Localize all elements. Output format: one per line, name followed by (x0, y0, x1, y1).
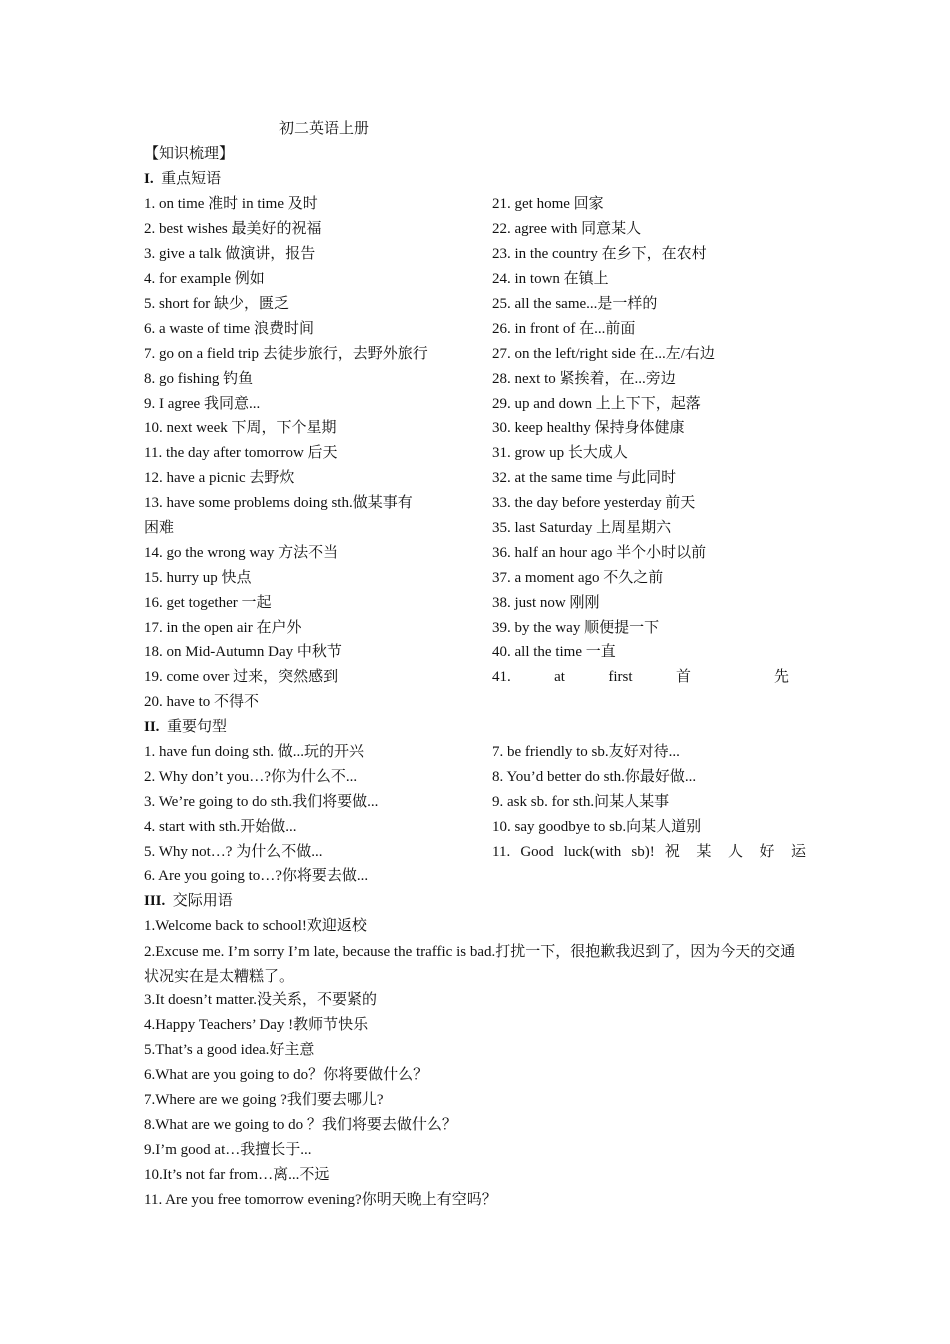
phrase-item: 2. best wishes 最美好的祝福 (144, 221, 322, 237)
phrase-item: 29. up and down 上上下下，起落 (492, 396, 701, 412)
phrase-item: 3. give a talk 做演讲，报告 (144, 246, 316, 262)
expression-item: 7.Where are we going ?我们要去哪儿? (144, 1092, 384, 1108)
phrase-item: 6. a waste of time 浪费时间 (144, 321, 314, 337)
phrase-item: 35. last Saturday 上周星期六 (492, 520, 672, 536)
phrase-item: 18. on Mid-Autumn Day 中秋节 (144, 644, 342, 660)
pattern-item: 6. Are you going to…?你将要去做... (144, 868, 369, 884)
phrase-item: 37. a moment ago 不久之前 (492, 570, 664, 586)
section-number: I. (144, 171, 154, 187)
expression-item: 5.That’s a good idea.好主意 (144, 1042, 315, 1058)
phrase-item: 24. in town 在镇上 (492, 271, 609, 287)
phrase-item: 8. go fishing 钓鱼 (144, 371, 254, 387)
expression-item: 4.Happy Teachers’ Day !教师节快乐 (144, 1017, 369, 1033)
expression-item: 1.Welcome back to school!欢迎返校 (144, 918, 367, 934)
phrase-item: 19. come over 过来，突然感到 (144, 669, 339, 685)
expression-item: 11. Are you free tomorrow evening?你明天晚上有空吗？ (144, 1192, 497, 1208)
phrase-item: 30. keep healthy 保持身体健康 (492, 420, 685, 436)
expression-item: 8.What are we going to do ？我们将要去做什么？ (144, 1117, 457, 1133)
phrase-item: 5. short for 缺少，匮乏 (144, 296, 289, 312)
phrase-item: 40. all the time 一直 (492, 644, 616, 660)
phrase-item: 25. all the same...是一样的 (492, 296, 658, 312)
section-number: III. (144, 893, 166, 909)
section-title: 重要句型 (166, 719, 227, 735)
phrase-item: 22. agree with 同意某人 (492, 221, 642, 237)
phrase-item: 23. in the country 在乡下，在农村 (492, 246, 707, 262)
phrase-item: 13. have some problems doing sth.做某事有 (144, 495, 413, 511)
phrase-item: 31. grow up 长大成人 (492, 445, 628, 461)
phrase-item: 20. have to 不得不 (144, 694, 259, 710)
expression-item: 6.What are you going to do？你将要做什么？ (144, 1067, 429, 1083)
phrase-item: 9. I agree 我同意... (144, 396, 261, 412)
phrase-item: 27. on the left/right side 在...左/右边 (492, 346, 715, 362)
section-heading-phrases (144, 168, 221, 190)
phrase-item: 17. in the open air 在户外 (144, 620, 302, 636)
section-title: 重点短语 (161, 171, 222, 187)
phrase-item: 14. go the wrong way 方法不当 (144, 545, 339, 561)
pattern-item: 10. say goodbye to sb.向某人道别 (492, 819, 702, 835)
phrase-item: 26. in front of 在...前面 (492, 321, 636, 337)
phrase-item: 41. at first 首 先 (492, 669, 789, 685)
phrase-item: 11. the day after tomorrow 后天 (144, 445, 338, 461)
section-tag: 【知识梳理】 (144, 146, 235, 162)
phrase-item: 4. for example 例如 (144, 271, 265, 287)
phrase-item: 39. by the way 顺便提一下 (492, 620, 660, 636)
expression-item: 10.It’s not far from…离...不远 (144, 1167, 330, 1183)
phrase-item: 1. on time 准时 in time 及时 (144, 196, 318, 212)
section-heading-expressions (144, 890, 233, 912)
phrase-item-continued: 困难 (144, 520, 175, 536)
pattern-item: 5. Why not…? 为什么不做... (144, 844, 323, 860)
phrase-item: 10. next week 下周，下个星期 (144, 420, 337, 436)
pattern-item: 3. We’re going to do sth.我们将要做... (144, 794, 379, 810)
document-title: 初二英语上册 (279, 121, 370, 137)
section-title: 交际用语 (172, 893, 233, 909)
section-number: II. (144, 719, 160, 735)
phrase-item: 33. the day before yesterday 前天 (492, 495, 696, 511)
phrase-item: 36. half an hour ago 半个小时以前 (492, 545, 707, 561)
pattern-item: 9. ask sb. for sth.问某人某事 (492, 794, 670, 810)
expression-item: 3.It doesn’t matter.没关系，不要紧的 (144, 992, 378, 1008)
phrase-item: 16. get together 一起 (144, 595, 272, 611)
pattern-item: 11. Good luck(with sb)! 祝 某 人 好 运 (492, 844, 806, 860)
expression-item: 9.I’m good at…我擅长于... (144, 1142, 312, 1158)
pattern-item: 7. be friendly to sb.友好对待... (492, 744, 680, 760)
pattern-item: 1. have fun doing sth. 做...玩的开兴 (144, 744, 364, 760)
phrase-item: 32. at the same time 与此同时 (492, 470, 677, 486)
pattern-item: 8. You’d better do sth.你最好做... (492, 769, 697, 785)
phrase-item: 28. next to 紧挨着，在...旁边 (492, 371, 676, 387)
phrase-item: 7. go on a field trip 去徒步旅行，去野外旅行 (144, 346, 428, 362)
pattern-item: 2. Why don’t you…?你为什么不... (144, 769, 358, 785)
pattern-item: 4. start with sth.开始做... (144, 819, 297, 835)
phrase-item: 21. get home 回家 (492, 196, 604, 212)
phrase-item: 38. just now 刚刚 (492, 595, 600, 611)
expression-item: 2.Excuse me. I’m sorry I’m late, because the traffic is bad.打扰一下，很抱歉我迟到了，因为今天的交通状况实在是太糟糕了。 (144, 944, 796, 985)
section-heading-patterns (144, 716, 227, 738)
phrase-item: 12. have a picnic 去野炊 (144, 470, 295, 486)
phrase-item: 15. hurry up 快点 (144, 570, 252, 586)
